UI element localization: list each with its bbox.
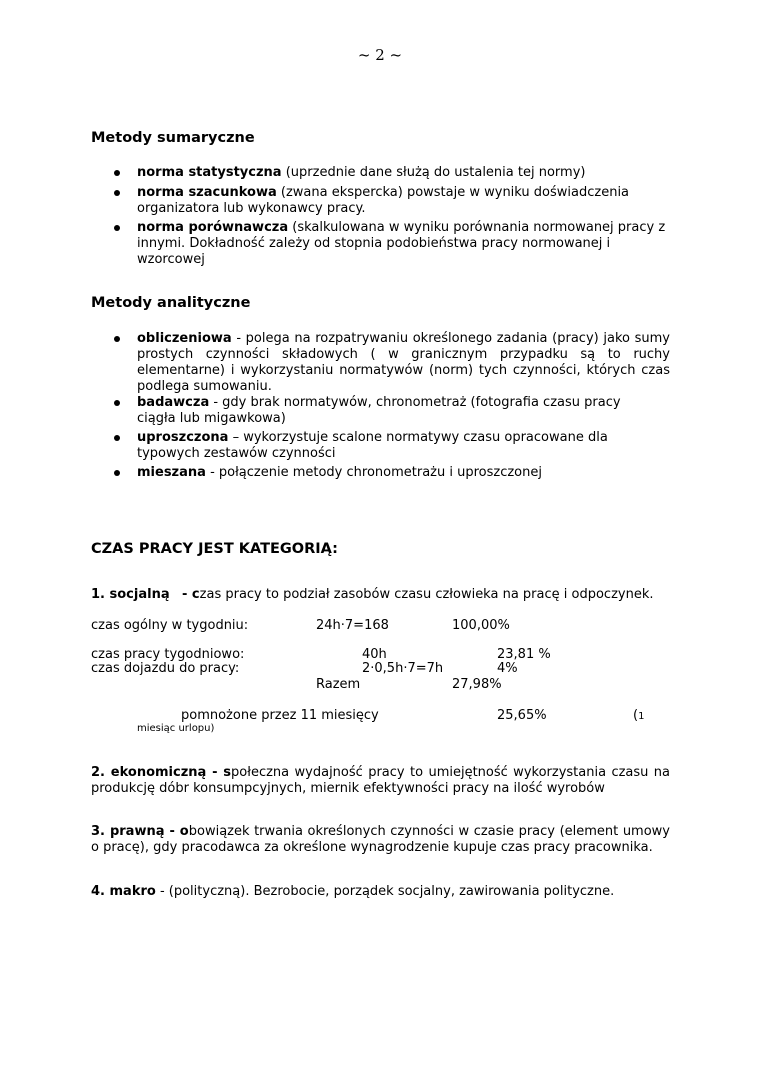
- page-number: ~ 2 ~: [357, 46, 403, 64]
- row-percent: 23,81 %: [497, 647, 551, 662]
- category-text: połeczna wydajność pracy to umiejętność wykorzystania czasu na produkcję dóbr konsumpcyjnych, miernik efektywności pracy na ilość wyrobów: [91, 765, 671, 796]
- bullet-icon: [114, 435, 120, 441]
- bullet-icon: [114, 190, 120, 196]
- category-makro: [91, 884, 670, 900]
- row-percent: 100,00%: [452, 618, 510, 633]
- term: uproszczona: [137, 430, 229, 445]
- row-label: czas pracy tygodniowo:: [91, 647, 245, 662]
- list-item: [137, 165, 670, 181]
- row-formula: 24h·7=168: [316, 618, 389, 633]
- category-label: 2. ekonomiczną - s: [91, 765, 232, 780]
- row-label: czas dojazdu do pracy:: [91, 661, 240, 676]
- description: (zwana ekspercka) powstaje w wyniku doświadczenia organizatora lub wykonawcy pracy.: [137, 185, 630, 216]
- description: (skalkulowana w wyniku porównania normowanej pracy z innymi. Dokładność zależy od stopnia podobieństwa pracy normowanej i wzorcowej: [137, 220, 666, 267]
- row-label: czas ogólny w tygodniu:: [91, 618, 249, 633]
- row-label: pomnożone przez 11 miesięcy: [181, 708, 379, 723]
- category-label: 4. makro: [91, 884, 156, 899]
- list-item: [137, 220, 670, 268]
- note: [633, 708, 644, 725]
- category-label: 1. socjalną: [91, 587, 170, 602]
- term: norma szacunkowa: [137, 185, 277, 200]
- bullet-icon: [114, 225, 120, 231]
- note-paren: (: [633, 708, 639, 723]
- list-item: [137, 185, 670, 217]
- row-percent: 25,65%: [497, 708, 547, 723]
- row-formula: 2·0,5h·7=7h: [362, 661, 444, 676]
- list-item: [137, 395, 657, 427]
- description: - połączenie metody chronometrażu i uproszczonej: [205, 465, 542, 480]
- category-text: zas pracy to podział zasobów czasu człowieka na pracę i odpoczynek.: [199, 587, 654, 602]
- heading-metody-analityczne: Metody analityczne: [91, 295, 251, 311]
- category-dash: - c: [182, 587, 200, 602]
- description: (uprzednie dane służą do ustalenia tej normy): [281, 165, 586, 180]
- category-text: - (polityczną). Bezrobocie, porządek socjalny, zawirowania polityczne.: [155, 884, 615, 899]
- category-socjalna: [91, 587, 653, 603]
- note-number: 1: [638, 711, 645, 722]
- term: obliczeniowa: [137, 331, 232, 346]
- description: - polega na rozpatrywaniu określonego zadania (pracy) jako sumy prostych czynności składowych ( w granicznym przypadku są to ruchy elementarne) i wykorzystaniu normatywów (norm) tych czynności, których czas podlega sumowaniu.: [137, 331, 670, 394]
- description: - gdy brak normatywów, chronometraż (fotografia czasu pracy ciągła lub migawkowa): [137, 395, 621, 426]
- term: norma statystyczna: [137, 165, 282, 180]
- heading-czas-pracy: CZAS PRACY JEST KATEGORIĄ:: [91, 541, 338, 557]
- row-label: Razem: [316, 677, 361, 692]
- description: – wykorzystuje scalone normatywy czasu opracowane dla typowych zestawów czynności: [137, 430, 608, 461]
- row-percent: 27,98%: [452, 677, 502, 692]
- category-text: bowiązek trwania określonych czynności w czasie pracy (element umowy o pracę), gdy pracodawca za określone wynagrodzenie kupuje czas pracy pracownika.: [91, 824, 670, 855]
- bullet-icon: [114, 336, 120, 342]
- term: mieszana: [137, 465, 206, 480]
- list-item: [137, 465, 670, 481]
- heading-metody-sumaryczne: Metody sumaryczne: [91, 130, 255, 146]
- list-item: [137, 331, 670, 395]
- bullet-icon: [114, 400, 120, 406]
- note-text: miesiąc urlopu): [137, 723, 215, 734]
- term: norma porównawcza: [137, 220, 289, 235]
- category-label: 3. prawną - o: [91, 824, 189, 839]
- list-item: [137, 430, 670, 462]
- term: badawcza: [137, 395, 210, 410]
- category-ekonomiczna: [91, 765, 670, 797]
- row-formula: 40h: [362, 647, 387, 662]
- bullet-icon: [114, 470, 120, 476]
- row-percent: 4%: [497, 661, 518, 676]
- bullet-icon: [114, 170, 120, 176]
- category-prawna: [91, 824, 670, 856]
